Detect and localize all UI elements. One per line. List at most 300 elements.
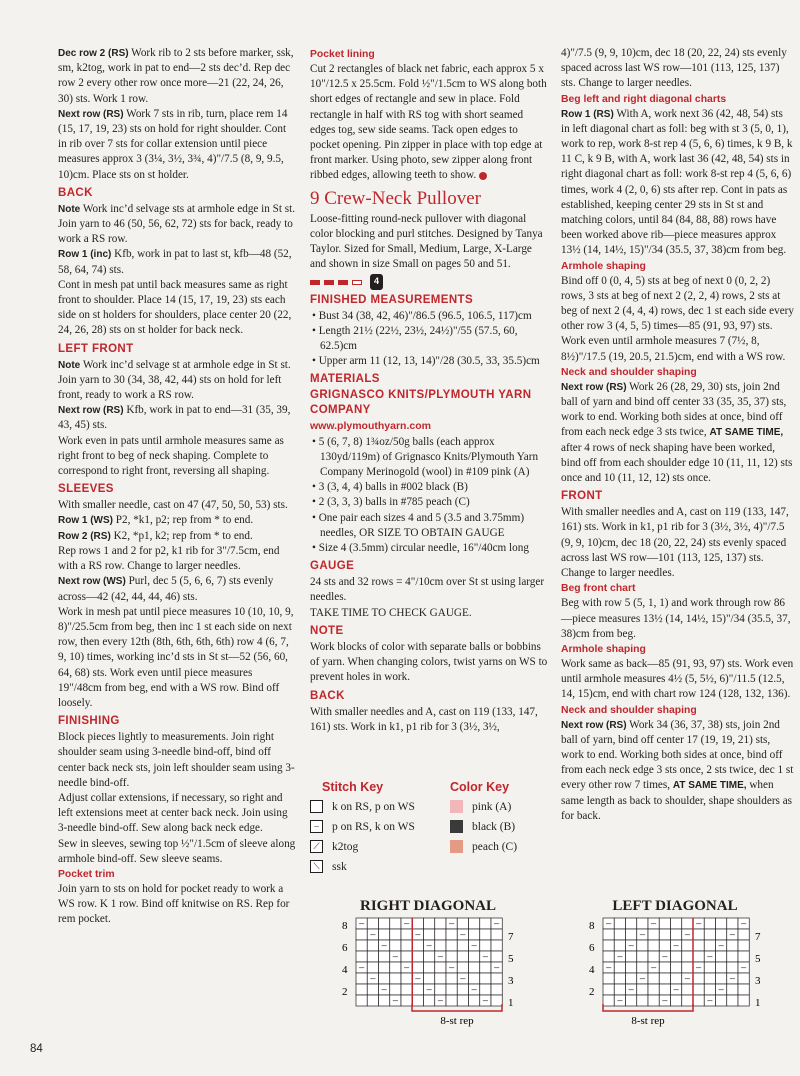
knit-square-icon bbox=[310, 800, 323, 813]
row-1-label: Row 1 (RS) bbox=[561, 108, 614, 120]
chart-cell bbox=[716, 918, 727, 929]
dec-row-2-label: Dec row 2 (RS) bbox=[58, 48, 129, 59]
chart-cell bbox=[659, 984, 670, 995]
row-label-4: 4 bbox=[589, 964, 595, 976]
chart-cell bbox=[693, 929, 704, 940]
chart-cell bbox=[603, 940, 614, 951]
row-1-text: With A, work next 36 (42, 48, 54) sts in left diagonal chart as foll: beg with st 3 (5, 0, 1), work to rep, work 8-st rep 4 (5, 6, 6) times, k 9 B, k 11 C, k 9 B, with A, work last 36 (42, 48, 54) sts in right diagonal chart as foll: work 8-st rep 4 (5, 6, 6) times, work 4 (2, 0, 6) sts after rep. Cont in pats as established, keeping center 29 sts in St st and matching colors, until 84 (84, 88, 88) rows have been worked above rib—piece measures approx 13½ (14, 14½, 15)"/34 (35.5, 37, 38)cm from beg. bbox=[561, 107, 793, 257]
gauge-heading: GAUGE bbox=[310, 560, 355, 573]
chart-cell bbox=[693, 940, 704, 951]
left-front-next-label: Next row (RS) bbox=[58, 405, 124, 417]
material-item: • 5 (6, 7, 8) 1¾oz/50g balls (each approx 130yd/119m) of Grignasco Knits/Plymouth Yarn Company Merinogold (wool) in #109 pink (A) bbox=[312, 435, 539, 479]
chart-cell bbox=[693, 995, 704, 1006]
front-heading: FRONT bbox=[561, 490, 603, 503]
purl-mark: – bbox=[741, 918, 747, 930]
purl-mark: – bbox=[392, 995, 398, 1007]
chart-cell bbox=[457, 951, 468, 962]
chart-cell bbox=[603, 929, 614, 940]
chart-cell bbox=[412, 995, 423, 1006]
chart-cell bbox=[738, 929, 749, 940]
chart-cell bbox=[716, 995, 727, 1006]
chart-cell bbox=[659, 918, 670, 929]
chart-cell bbox=[682, 984, 693, 995]
purl-mark: – bbox=[639, 929, 645, 941]
chart-cell bbox=[446, 929, 457, 940]
chart-cell bbox=[626, 962, 637, 973]
chart-cell bbox=[693, 973, 704, 984]
beg-diagonal-charts-heading: Beg left and right diagonal charts bbox=[561, 93, 727, 105]
finished-measurements-heading: FINISHED MEASUREMENTS bbox=[310, 293, 474, 306]
chart-cell bbox=[435, 973, 446, 984]
purl-mark: – bbox=[707, 951, 713, 963]
purl-mark: – bbox=[471, 940, 477, 952]
measurement-item: • Upper arm 11 (12, 13, 14)"/28 (30.5, 33, 35.5)cm bbox=[312, 355, 540, 368]
purl-mark: – bbox=[482, 951, 488, 963]
page-number: 84 bbox=[30, 1043, 43, 1055]
chart-cell bbox=[603, 973, 614, 984]
chart-cell bbox=[480, 929, 491, 940]
chart-cell bbox=[424, 962, 435, 973]
chart-cell bbox=[491, 973, 502, 984]
chart-cell bbox=[637, 951, 648, 962]
purl-mark: – bbox=[741, 962, 747, 974]
chart-cell bbox=[469, 962, 480, 973]
chart-cell bbox=[614, 962, 625, 973]
chart-cell bbox=[446, 940, 457, 951]
chart-cell bbox=[367, 940, 378, 951]
chart-cell bbox=[693, 984, 704, 995]
chart-cell bbox=[637, 995, 648, 1006]
finishing-paragraph-3: Sew in sleeves, sewing top ½"/1.5cm of sleeve along armhole bind-off. Sew sleeve seams. bbox=[58, 837, 296, 865]
chart-cell bbox=[626, 973, 637, 984]
chart-cell bbox=[424, 995, 435, 1006]
neck-text-b-2: when same length as back to shoulder, shape shoulders as for back. bbox=[561, 779, 793, 822]
ssk-icon: ⟍ bbox=[310, 860, 323, 873]
next-row-label: Next row (RS) bbox=[58, 108, 124, 120]
pocket-trim-paragraph: Join yarn to sts on hold for pocket ready to work a WS row. K 1 row. Bind off knitwise on RS. Rep for rem pocket. bbox=[58, 882, 290, 926]
chart-cell bbox=[401, 940, 412, 951]
chart-cell bbox=[435, 940, 446, 951]
purl-mark: – bbox=[651, 918, 657, 930]
neck-shoulder-heading-2: Neck and shoulder shaping bbox=[561, 704, 697, 716]
purl-mark: – bbox=[426, 940, 432, 952]
chart-cell bbox=[446, 984, 457, 995]
chart-cell bbox=[390, 973, 401, 984]
purl-mark: – bbox=[392, 951, 398, 963]
purl-mark: – bbox=[359, 918, 365, 930]
stitch-key-label: k2tog bbox=[332, 840, 359, 853]
chart-cell bbox=[648, 973, 659, 984]
back-paragraph-1: Join yarn to 46 (50, 56, 62, 72) sts for back, ready to work a RS row. bbox=[58, 218, 293, 246]
purl-mark: – bbox=[718, 940, 724, 952]
sleeves-row-2-text: K2, *p1, k2; rep from * to end. bbox=[110, 529, 253, 542]
neck-next-row-label-2: Next row (RS) bbox=[561, 719, 627, 731]
purl-mark: – bbox=[696, 962, 702, 974]
color-key-title: Color Key bbox=[450, 780, 510, 794]
chart-cell bbox=[626, 951, 637, 962]
chart-cell bbox=[637, 984, 648, 995]
purl-mark: – bbox=[673, 940, 679, 952]
chart-cell bbox=[390, 918, 401, 929]
finishing-paragraph-1: Block pieces lightly to measurements. Join right shoulder seam using 3-needle bind-off, bind off center back neck sts, join left shoulder seam using 3-needle bind-off. bbox=[58, 731, 295, 789]
back-row-1-text: Kfb, work in pat to last st, kfb—48 (52, 58, 64, 74) sts. bbox=[58, 248, 292, 276]
purl-mark: – bbox=[617, 995, 623, 1007]
end-dot-icon bbox=[479, 172, 487, 180]
back-continued-paragraph: 4)"/7.5 (9, 9, 10)cm, dec 18 (20, 22, 24) sts evenly spaced across last WS row—101 (113, 125, 137) sts. Change to larger needles. bbox=[561, 47, 787, 90]
sleeves-next-row bbox=[58, 574, 296, 604]
chart-cell bbox=[738, 951, 749, 962]
stitch-key-row bbox=[310, 840, 450, 853]
chart-cell bbox=[671, 973, 682, 984]
row-label-6: 6 bbox=[589, 942, 595, 954]
chart-cell bbox=[659, 973, 670, 984]
stitch-key-label: ssk bbox=[332, 860, 347, 873]
stitch-key-label: k on RS, p on WS bbox=[332, 800, 415, 813]
chart-cell bbox=[480, 918, 491, 929]
chart-cell bbox=[704, 918, 715, 929]
skill-bar-icon bbox=[338, 280, 348, 285]
sleeves-row-1 bbox=[58, 513, 296, 528]
chart-cell bbox=[480, 940, 491, 951]
color-key-label: black (B) bbox=[472, 820, 516, 833]
neck-shoulder-heading: Neck and shoulder shaping bbox=[561, 366, 697, 378]
purl-mark: – bbox=[449, 918, 455, 930]
purl-mark: – bbox=[684, 929, 690, 941]
chart-cell bbox=[637, 918, 648, 929]
chart-cell bbox=[671, 962, 682, 973]
pocket-lining-text: Cut 2 rectangles of black net fabric, each approx 5 x 10"/12.5 x 25.5cm. Fold ½"/1.5cm to WS along both short edges of rectangle and sew in place. Fold rectangle in half with RS tog with short seamed edges tog, sew side seams. Tack open edges to pocket opening. Pin zipper in place with top edge at front marker. Using photo, sew zipper along front ribbed edges, allowing teeth to show. bbox=[310, 63, 547, 182]
stitch-key-row bbox=[310, 800, 450, 813]
purl-mark: – bbox=[628, 984, 634, 996]
peach-swatch-icon bbox=[450, 840, 463, 853]
neck-text-a: Work 26 (28, 29, 30) sts, join 2nd ball of yarn and bind off center 33 (35, 35, 37) sts, work to end. Working both sides at once, bind off from each neck edge 3 sts twice, bbox=[561, 380, 787, 439]
chart-cell bbox=[648, 995, 659, 1006]
column-3 bbox=[561, 46, 794, 824]
color-key-label: peach (C) bbox=[472, 840, 518, 853]
sleeves-row-1-label: Row 1 (WS) bbox=[58, 515, 113, 527]
purl-mark: – bbox=[460, 973, 466, 985]
note-heading: NOTE bbox=[310, 624, 344, 637]
chart-cell bbox=[727, 995, 738, 1006]
left-front-note bbox=[58, 358, 296, 373]
row-label-1: 1 bbox=[755, 997, 761, 1009]
chart-cell bbox=[626, 918, 637, 929]
pink-swatch-icon bbox=[450, 800, 463, 813]
finishing-heading: FINISHING bbox=[58, 715, 120, 728]
chart-cell bbox=[412, 962, 423, 973]
neck-shoulder-paragraph bbox=[561, 380, 794, 486]
chart-cell bbox=[659, 962, 670, 973]
chart-cell bbox=[457, 995, 468, 1006]
purl-mark: – bbox=[662, 951, 668, 963]
purl-mark: – bbox=[370, 929, 376, 941]
purl-mark: – bbox=[684, 973, 690, 985]
row-label-2: 2 bbox=[589, 986, 595, 998]
chart-cell bbox=[446, 995, 457, 1006]
sleeves-paragraph-2: Rep rows 1 and 2 for p2, k1 rib for 3"/7.5cm, end with a RS row. Change to larger needles. bbox=[58, 544, 280, 573]
chart-cell bbox=[412, 918, 423, 929]
chart-cell bbox=[614, 940, 625, 951]
purl-mark: – bbox=[381, 984, 387, 996]
dec-row-2-text: Work rib to 2 sts before marker, ssk, sm, k2tog, work in pat to end—2 sts dec’d. Rep dec row 2 every other row once more—21 (22, 24, 26, 30) sts. Work 1 row. bbox=[58, 47, 294, 105]
right-diagonal-chart bbox=[330, 893, 535, 1028]
armhole-shaping-paragraph-2: Work same as back—85 (91, 93, 97) sts. Work even until armhole measures 4½ (5, 5½, 6)"/11.5 (12.5, 14, 15)cm, end with chart row 124 (128, 132, 136). bbox=[561, 657, 794, 701]
chart-cell bbox=[424, 973, 435, 984]
chart-cell bbox=[682, 995, 693, 1006]
material-item: • 3 (3, 4, 4) balls in #002 black (B) bbox=[312, 481, 468, 494]
chart-cell bbox=[356, 973, 367, 984]
chart-cell bbox=[412, 984, 423, 995]
back-row-1 bbox=[58, 247, 296, 277]
chart-cell bbox=[491, 995, 502, 1006]
chart-cell bbox=[626, 995, 637, 1006]
skill-bar-empty-icon bbox=[352, 280, 362, 285]
color-key bbox=[450, 780, 550, 880]
pocket-lining-paragraph bbox=[310, 62, 548, 184]
chart-cell bbox=[379, 973, 390, 984]
chart-cell bbox=[356, 984, 367, 995]
sleeves-paragraph-1: With smaller needle, cast on 47 (47, 50, 50, 53) sts. bbox=[58, 499, 288, 512]
black-swatch-icon bbox=[450, 820, 463, 833]
chart-cell bbox=[379, 962, 390, 973]
chart-cell bbox=[738, 984, 749, 995]
chart-cell bbox=[614, 929, 625, 940]
left-rep-label: 8-st rep bbox=[631, 1015, 665, 1027]
chart-cell bbox=[435, 918, 446, 929]
measurement-item: • Bust 34 (38, 42, 46)"/86.5 (96.5, 106.5, 117)cm bbox=[312, 309, 532, 322]
skill-bar-icon bbox=[324, 280, 334, 285]
row-label-6: 6 bbox=[342, 942, 348, 954]
neck-text-b: after 4 rows of neck shaping have been worked, bind off from each shoulder edge 10 (11, 11, 12) sts once and 10 (11, 12, 12) sts once. bbox=[561, 441, 793, 485]
left-diagonal-chart bbox=[577, 893, 782, 1028]
pattern-title: 9 Crew-Neck Pullover bbox=[310, 187, 481, 209]
chart-cell bbox=[491, 929, 502, 940]
chart-cell bbox=[648, 951, 659, 962]
armhole-shaping-heading-2: Armhole shaping bbox=[561, 643, 646, 655]
left-front-paragraph-1: Join yarn to 30 (34, 38, 42, 44) sts on hold for left front, ready to work a RS row. bbox=[58, 373, 282, 402]
column-2 bbox=[310, 46, 548, 735]
color-key-row bbox=[450, 800, 550, 813]
chart-cell bbox=[469, 918, 480, 929]
chart-cell bbox=[603, 984, 614, 995]
color-key-label: pink (A) bbox=[472, 800, 512, 813]
right-chart-title: RIGHT DIAGONAL bbox=[360, 898, 496, 914]
chart-cell bbox=[659, 929, 670, 940]
chart-cell bbox=[424, 918, 435, 929]
purl-dash-icon: – bbox=[310, 820, 323, 833]
at-same-time-label-2: AT SAME TIME, bbox=[672, 780, 747, 792]
neck-text-a-2: Work 34 (36, 37, 38) sts, join 2nd ball of yarn, bind off center 17 (19, 19, 21) sts, work to end. Working both sides at once, bind off from each neck edge 3 sts once, 2 sts twice, dec 1 st every other row 7 times, bbox=[561, 718, 794, 792]
row-label-3: 3 bbox=[755, 975, 761, 987]
chart-cell bbox=[738, 995, 749, 1006]
chart-cell bbox=[491, 940, 502, 951]
row-label-4: 4 bbox=[342, 964, 348, 976]
chart-cell bbox=[390, 962, 401, 973]
purl-mark: – bbox=[617, 951, 623, 963]
chart-cell bbox=[446, 973, 457, 984]
row-label-8: 8 bbox=[342, 920, 348, 932]
purl-mark: – bbox=[404, 962, 410, 974]
purl-mark: – bbox=[606, 962, 612, 974]
chart-cell bbox=[738, 940, 749, 951]
chart-cell bbox=[682, 962, 693, 973]
sleeves-row-2 bbox=[58, 529, 296, 544]
purl-mark: – bbox=[707, 995, 713, 1007]
stitch-key-row bbox=[310, 860, 450, 873]
back-note-text: Work inc’d selvage sts at armhole edge in St st. bbox=[80, 202, 296, 215]
chart-cell bbox=[716, 951, 727, 962]
chart-cell bbox=[614, 918, 625, 929]
gauge-check: TAKE TIME TO CHECK GAUGE. bbox=[310, 606, 472, 619]
left-front-next-row bbox=[58, 403, 296, 433]
purl-mark: – bbox=[494, 918, 500, 930]
chart-cell bbox=[424, 929, 435, 940]
purl-mark: – bbox=[729, 973, 735, 985]
chart-cell bbox=[469, 951, 480, 962]
back-paragraph: With smaller needles and A, cast on 119 (133, 147, 161) sts. Work in k1, p1 rib for 3 (3½, 3½, bbox=[310, 705, 538, 733]
chart-cell bbox=[727, 951, 738, 962]
purl-mark: – bbox=[606, 918, 612, 930]
purl-mark: – bbox=[651, 962, 657, 974]
chart-cell bbox=[412, 951, 423, 962]
chart-cell bbox=[379, 995, 390, 1006]
chart-cell bbox=[637, 940, 648, 951]
purl-mark: – bbox=[381, 940, 387, 952]
row-1-paragraph bbox=[561, 107, 794, 259]
sleeves-row-1-text: P2, *k1, p2; rep from * to end. bbox=[113, 514, 254, 527]
beg-front-chart-heading: Beg front chart bbox=[561, 583, 636, 595]
purl-mark: – bbox=[494, 962, 500, 974]
chart-cell bbox=[379, 918, 390, 929]
chart-cell bbox=[356, 929, 367, 940]
chart-cell bbox=[682, 940, 693, 951]
left-chart-title: LEFT DIAGONAL bbox=[612, 898, 738, 914]
sleeves-paragraph-3: Work in mesh pat until piece measures 10 (10, 10, 9, 8)"/25.5cm from beg, then inc 1 st each side on next row, then every 12th (8th, 6th, 6th, 6th) row 4 (6, 7, 9, 10) times, working inc’d sts in St st—52 (56, 60, 64, 68) sts. Work even until piece measures 19"/48cm from beg, end with a WS row. Bind off loosely. bbox=[58, 605, 294, 709]
chart-cell bbox=[480, 973, 491, 984]
chart-cell bbox=[648, 984, 659, 995]
chart-cell bbox=[671, 951, 682, 962]
chart-cell bbox=[401, 951, 412, 962]
row-label-1: 1 bbox=[508, 997, 514, 1009]
skill-bar-icon bbox=[310, 280, 320, 285]
pocket-lining-heading: Pocket lining bbox=[310, 49, 375, 60]
stitch-key-row bbox=[310, 820, 450, 833]
sleeves-row-2-label: Row 2 (RS) bbox=[58, 530, 111, 542]
chart-cell bbox=[401, 984, 412, 995]
chart-cell bbox=[682, 918, 693, 929]
stitch-key-title: Stitch Key bbox=[322, 780, 384, 794]
armhole-shaping-heading: Armhole shaping bbox=[561, 260, 646, 272]
purl-mark: – bbox=[673, 984, 679, 996]
chart-cell bbox=[379, 929, 390, 940]
chart-cell bbox=[648, 940, 659, 951]
purl-mark: – bbox=[449, 962, 455, 974]
armhole-shaping-paragraph: Bind off 0 (0, 4, 5) sts at beg of next 0 (0, 2, 2) rows, 3 sts at beg of next 2 (2, 2, 4) rows, 2 sts at beg of next 2 (4, 4, 4) rows, dec 1 st each side every other row 3 (4, 5, 5) times—85 (91, 93, 97) sts. Work even until armhole measures 7 (7½, 8, 8½)"/17.5 (19, 20.5, 21.5)cm, end with a WS row. bbox=[561, 274, 794, 363]
chart-cell bbox=[682, 951, 693, 962]
left-front-note-label: Note bbox=[58, 359, 81, 371]
chart-cell bbox=[704, 940, 715, 951]
left-chart-grid bbox=[603, 918, 749, 1007]
color-key-row bbox=[450, 820, 550, 833]
row-label-3: 3 bbox=[508, 975, 514, 987]
purl-mark: – bbox=[437, 995, 443, 1007]
column-1 bbox=[58, 46, 296, 928]
dec-row-2-paragraph bbox=[58, 46, 296, 107]
chart-cell bbox=[412, 940, 423, 951]
chart-cell bbox=[637, 962, 648, 973]
chart-cell bbox=[480, 962, 491, 973]
chart-cell bbox=[671, 929, 682, 940]
row-label-5: 5 bbox=[755, 953, 761, 965]
purl-mark: – bbox=[696, 918, 702, 930]
chart-cell bbox=[659, 940, 670, 951]
purl-mark: – bbox=[662, 995, 668, 1007]
pocket-trim-heading: Pocket trim bbox=[58, 868, 115, 880]
chart-cell bbox=[480, 984, 491, 995]
chart-cell bbox=[367, 962, 378, 973]
chart-cell bbox=[626, 929, 637, 940]
back-heading-2: BACK bbox=[310, 689, 345, 702]
chart-cell bbox=[390, 984, 401, 995]
left-front-note-text: Work inc’d selvage st at armhole edge in St st. bbox=[80, 358, 291, 371]
chart-cell bbox=[435, 962, 446, 973]
color-key-row bbox=[450, 840, 550, 853]
note-paragraph: Work blocks of color with separate balls or bobbins of yarn. When changing colors, twist yarns on WS to prevent holes in work. bbox=[310, 640, 548, 684]
chart-cell bbox=[457, 918, 468, 929]
purl-mark: – bbox=[482, 995, 488, 1007]
gauge-paragraph: 24 sts and 32 rows = 4"/10cm over St st using larger needles. bbox=[310, 576, 545, 604]
chart-cell bbox=[457, 962, 468, 973]
material-item: • 2 (3, 3, 3) balls in #785 peach (C) bbox=[312, 496, 470, 509]
brand-url-link[interactable]: www.plymouthyarn.com bbox=[310, 420, 431, 433]
purl-mark: – bbox=[415, 973, 421, 985]
purl-mark: – bbox=[628, 940, 634, 952]
chart-cell bbox=[401, 929, 412, 940]
chart-cell bbox=[716, 962, 727, 973]
chart-cell bbox=[367, 995, 378, 1006]
purl-mark: – bbox=[471, 984, 477, 996]
chart-cell bbox=[704, 929, 715, 940]
chart-cell bbox=[469, 973, 480, 984]
chart-cell bbox=[704, 962, 715, 973]
chart-cell bbox=[356, 995, 367, 1006]
chart-cell bbox=[727, 962, 738, 973]
measurement-item: • Length 21½ (22½, 23½, 24½)"/55 (57.5, 60, 62.5)cm bbox=[312, 324, 518, 353]
chart-cell bbox=[727, 918, 738, 929]
skill-level-badge: 4 bbox=[370, 274, 383, 289]
chart-cell bbox=[469, 929, 480, 940]
left-front-heading: LEFT FRONT bbox=[58, 342, 134, 355]
stitch-key-label: p on RS, k on WS bbox=[332, 820, 415, 833]
purl-mark: – bbox=[415, 929, 421, 941]
purl-mark: – bbox=[729, 929, 735, 941]
skill-level-indicator bbox=[310, 274, 548, 289]
back-heading: BACK bbox=[58, 186, 93, 199]
chart-cell bbox=[390, 929, 401, 940]
chart-cell bbox=[727, 940, 738, 951]
purl-mark: – bbox=[426, 984, 432, 996]
chart-cell bbox=[435, 984, 446, 995]
beg-front-chart-paragraph: Beg with row 5 (5, 1, 1) and work through row 86—piece measures 13½ (14, 14½, 15)"/34 (35.5, 37, 38)cm from beg. bbox=[561, 597, 791, 640]
right-chart-grid bbox=[356, 918, 502, 1007]
chart-cell bbox=[614, 973, 625, 984]
materials-heading: MATERIALS bbox=[310, 373, 380, 386]
right-rep-label: 8-st rep bbox=[440, 1015, 474, 1027]
chart-cell bbox=[671, 995, 682, 1006]
at-same-time-label: AT SAME TIME, bbox=[709, 427, 784, 439]
row-label-5: 5 bbox=[508, 953, 514, 965]
chart-cell bbox=[367, 918, 378, 929]
